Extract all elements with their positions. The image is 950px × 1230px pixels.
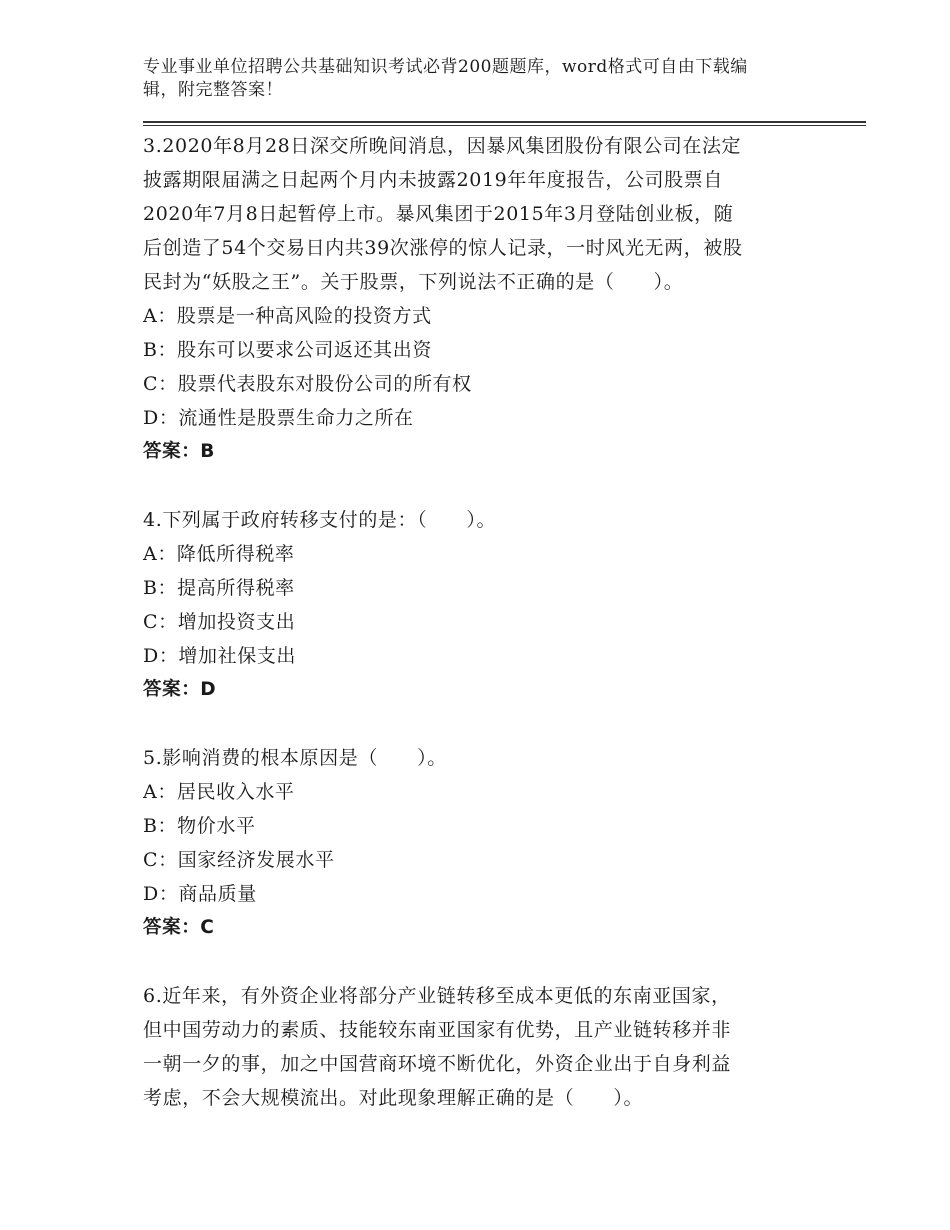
answer: 答案：D [143, 679, 217, 700]
spacer [143, 707, 823, 741]
question-stem-line: 2020年7月8日起暂停上市。暴风集团于2015年3月登陆创业板，随 [143, 203, 734, 225]
question-stem-line: 3.2020年8月28日深交所晚间消息，因暴风集团股份有限公司在法定 [143, 135, 742, 157]
answer: 答案：C [143, 917, 215, 938]
header-rule-thin [143, 125, 866, 126]
question-4 [143, 503, 823, 707]
option-d: D：增加社保支出 [143, 645, 297, 667]
option-b: B：提高所得税率 [143, 577, 295, 599]
option-c: C：国家经济发展水平 [143, 849, 335, 871]
question-stem-line: 民封为“妖股之王”。关于股票，下列说法不正确的是（ ）。 [143, 271, 684, 293]
option-a: A：居民收入水平 [143, 781, 295, 803]
option-d: D：商品质量 [143, 883, 257, 905]
question-stem-line: 6.近年来，有外资企业将部分产业链转移至成本更低的东南亚国家， [143, 985, 731, 1007]
option-b: B：股东可以要求公司返还其出资 [143, 339, 432, 361]
spacer [143, 945, 823, 979]
question-stem-line: 一朝一夕的事，加之中国营商环境不断优化，外资企业出于自身利益 [143, 1053, 732, 1075]
question-stem-line: 但中国劳动力的素质、技能较东南亚国家有优势，且产业链转移并非 [143, 1019, 732, 1041]
question-stem-line: 5.影响消费的根本原因是（ ）。 [143, 747, 447, 769]
option-a: A：降低所得税率 [143, 543, 295, 565]
page-header [143, 56, 823, 102]
question-stem-line: 4.下列属于政府转移支付的是：（ ）。 [143, 509, 497, 531]
header-line-2: 辑，附完整答案！ [143, 80, 283, 100]
question-stem-line: 后创造了54个交易日内共39次涨停的惊人记录，一时风光无两，被股 [143, 237, 743, 259]
spacer [143, 469, 823, 503]
option-b: B：物价水平 [143, 815, 256, 837]
question-3 [143, 129, 823, 469]
option-c: C：股票代表股东对股份公司的所有权 [143, 373, 472, 395]
question-stem-line: 考虑，不会大规模流出。对此现象理解正确的是（ ）。 [143, 1087, 644, 1109]
question-5 [143, 741, 823, 945]
question-6 [143, 979, 823, 1115]
option-d: D：流通性是股票生命力之所在 [143, 407, 414, 429]
header-line-1: 专业事业单位招聘公共基础知识考试必背200题题库，word格式可自由下载编 [143, 57, 748, 77]
header-rule-thick [143, 121, 866, 123]
option-c: C：增加投资支出 [143, 611, 296, 633]
question-stem-line: 披露期限届满之日起两个月内未披露2019年年度报告，公司股票自 [143, 169, 723, 191]
option-a: A：股票是一种高风险的投资方式 [143, 305, 432, 327]
answer: 答案：B [143, 441, 216, 462]
question-content [143, 129, 823, 1115]
